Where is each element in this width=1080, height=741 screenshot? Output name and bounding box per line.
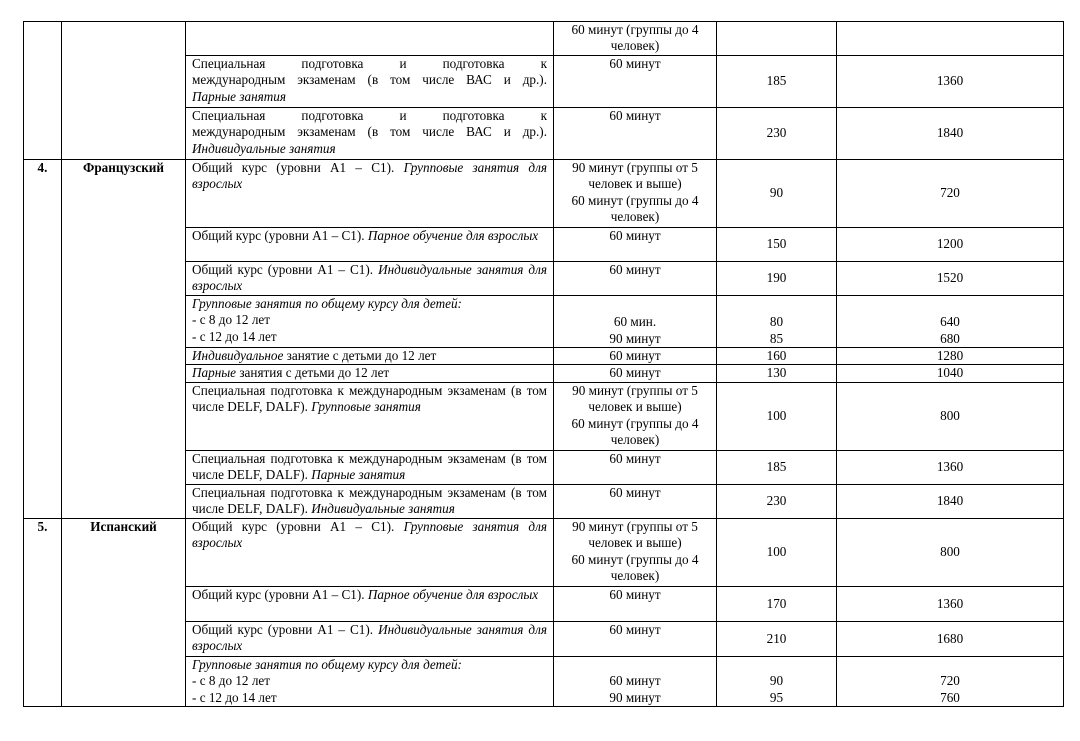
price-total: 1360 (837, 586, 1064, 621)
duration-cell: 90 минут (группы от 5 человек и выше) 60 минут (группы до 4 человек) (554, 518, 717, 586)
duration-cell: 60 минут 90 минут (554, 656, 717, 706)
description-cell: Общий курс (уровни А1 – С1). Групповые занятия для взрослых (186, 518, 554, 586)
duration-cell: 60 минут (554, 586, 717, 621)
price-total: 640 680 (837, 296, 1064, 348)
price-total: 1840 (837, 484, 1064, 518)
duration-cell: 60 минут (группы до 4 человек) (554, 22, 717, 56)
price-total (837, 22, 1064, 56)
price-total: 720 (837, 160, 1064, 228)
duration-cell: 60 минут (554, 56, 717, 108)
price-per-hour: 210 (717, 621, 837, 656)
duration-cell: 60 минут (554, 228, 717, 262)
table-row (24, 160, 1064, 228)
description-cell: Общий курс (уровни А1 – С1). Индивидуальные занятия для взрослых (186, 262, 554, 296)
duration-cell: 90 минут (группы от 5 человек и выше) 60 минут (группы до 4 человек) (554, 160, 717, 228)
duration-cell: 60 минут (554, 348, 717, 365)
number-cell: 5. (24, 518, 62, 706)
number-cell: 4. (24, 160, 62, 519)
description-cell (186, 22, 554, 56)
language-cell: Испанский (62, 518, 186, 706)
number-cell (24, 22, 62, 160)
duration-cell: 60 минут (554, 262, 717, 296)
price-total: 1280 (837, 348, 1064, 365)
duration-cell: 60 минут (554, 108, 717, 160)
duration-cell: 60 минут (554, 484, 717, 518)
description-cell: Парные занятия с детьми до 12 лет (186, 365, 554, 382)
duration-cell: 60 минут (554, 450, 717, 484)
price-table (23, 21, 1064, 707)
description-cell: Общий курс (уровни А1 – С1). Парное обучение для взрослых (186, 586, 554, 621)
duration-cell: 60 минут (554, 621, 717, 656)
price-total: 1360 (837, 56, 1064, 108)
description-cell: Групповые занятия по общему курсу для детей: - с 8 до 12 лет - с 12 до 14 лет (186, 656, 554, 706)
description-cell: Общий курс (уровни А1 – С1). Групповые занятия для взрослых (186, 160, 554, 228)
price-total: 800 (837, 518, 1064, 586)
language-cell: Французский (62, 160, 186, 519)
price-per-hour: 190 (717, 262, 837, 296)
price-total: 1840 (837, 108, 1064, 160)
duration-cell: 90 минут (группы от 5 человек и выше) 60 минут (группы до 4 человек) (554, 382, 717, 450)
price-total: 1520 (837, 262, 1064, 296)
price-per-hour: 230 (717, 484, 837, 518)
price-total: 1680 (837, 621, 1064, 656)
price-per-hour: 185 (717, 450, 837, 484)
description-cell: Специальная подготовка и подготовка к международным экзаменам (в том числе ВАС и др.). Парные занятия (186, 56, 554, 108)
price-total: 1200 (837, 228, 1064, 262)
description-cell: Специальная подготовка к международным экзаменам (в том числе DELF, DALF). Групповые занятия (186, 382, 554, 450)
price-per-hour: 130 (717, 365, 837, 382)
price-per-hour: 80 85 (717, 296, 837, 348)
price-per-hour: 100 (717, 518, 837, 586)
price-total: 1040 (837, 365, 1064, 382)
description-cell: Специальная подготовка к международным экзаменам (в том числе DELF, DALF). Индивидуальные занятия (186, 484, 554, 518)
price-per-hour: 90 95 (717, 656, 837, 706)
price-per-hour (717, 22, 837, 56)
table-row (24, 22, 1064, 56)
description-cell: Групповые занятия по общему курсу для детей: - с 8 до 12 лет - с 12 до 14 лет (186, 296, 554, 348)
price-per-hour: 230 (717, 108, 837, 160)
table-row (24, 518, 1064, 586)
description-cell: Специальная подготовка к международным экзаменам (в том числе DELF, DALF). Парные занятия (186, 450, 554, 484)
description-cell: Специальная подготовка и подготовка к международным экзаменам (в том числе ВАС и др.). Индивидуальные занятия (186, 108, 554, 160)
price-per-hour: 160 (717, 348, 837, 365)
description-cell: Индивидуальное занятие с детьми до 12 лет (186, 348, 554, 365)
description-cell: Общий курс (уровни А1 – С1). Парное обучение для взрослых (186, 228, 554, 262)
price-total: 800 (837, 382, 1064, 450)
duration-cell: 60 мин. 90 минут (554, 296, 717, 348)
price-total: 720 760 (837, 656, 1064, 706)
price-total: 1360 (837, 450, 1064, 484)
price-per-hour: 100 (717, 382, 837, 450)
price-per-hour: 90 (717, 160, 837, 228)
language-cell (62, 22, 186, 160)
description-cell: Общий курс (уровни А1 – С1). Индивидуальные занятия для взрослых (186, 621, 554, 656)
price-per-hour: 150 (717, 228, 837, 262)
price-per-hour: 170 (717, 586, 837, 621)
price-per-hour: 185 (717, 56, 837, 108)
duration-cell: 60 минут (554, 365, 717, 382)
